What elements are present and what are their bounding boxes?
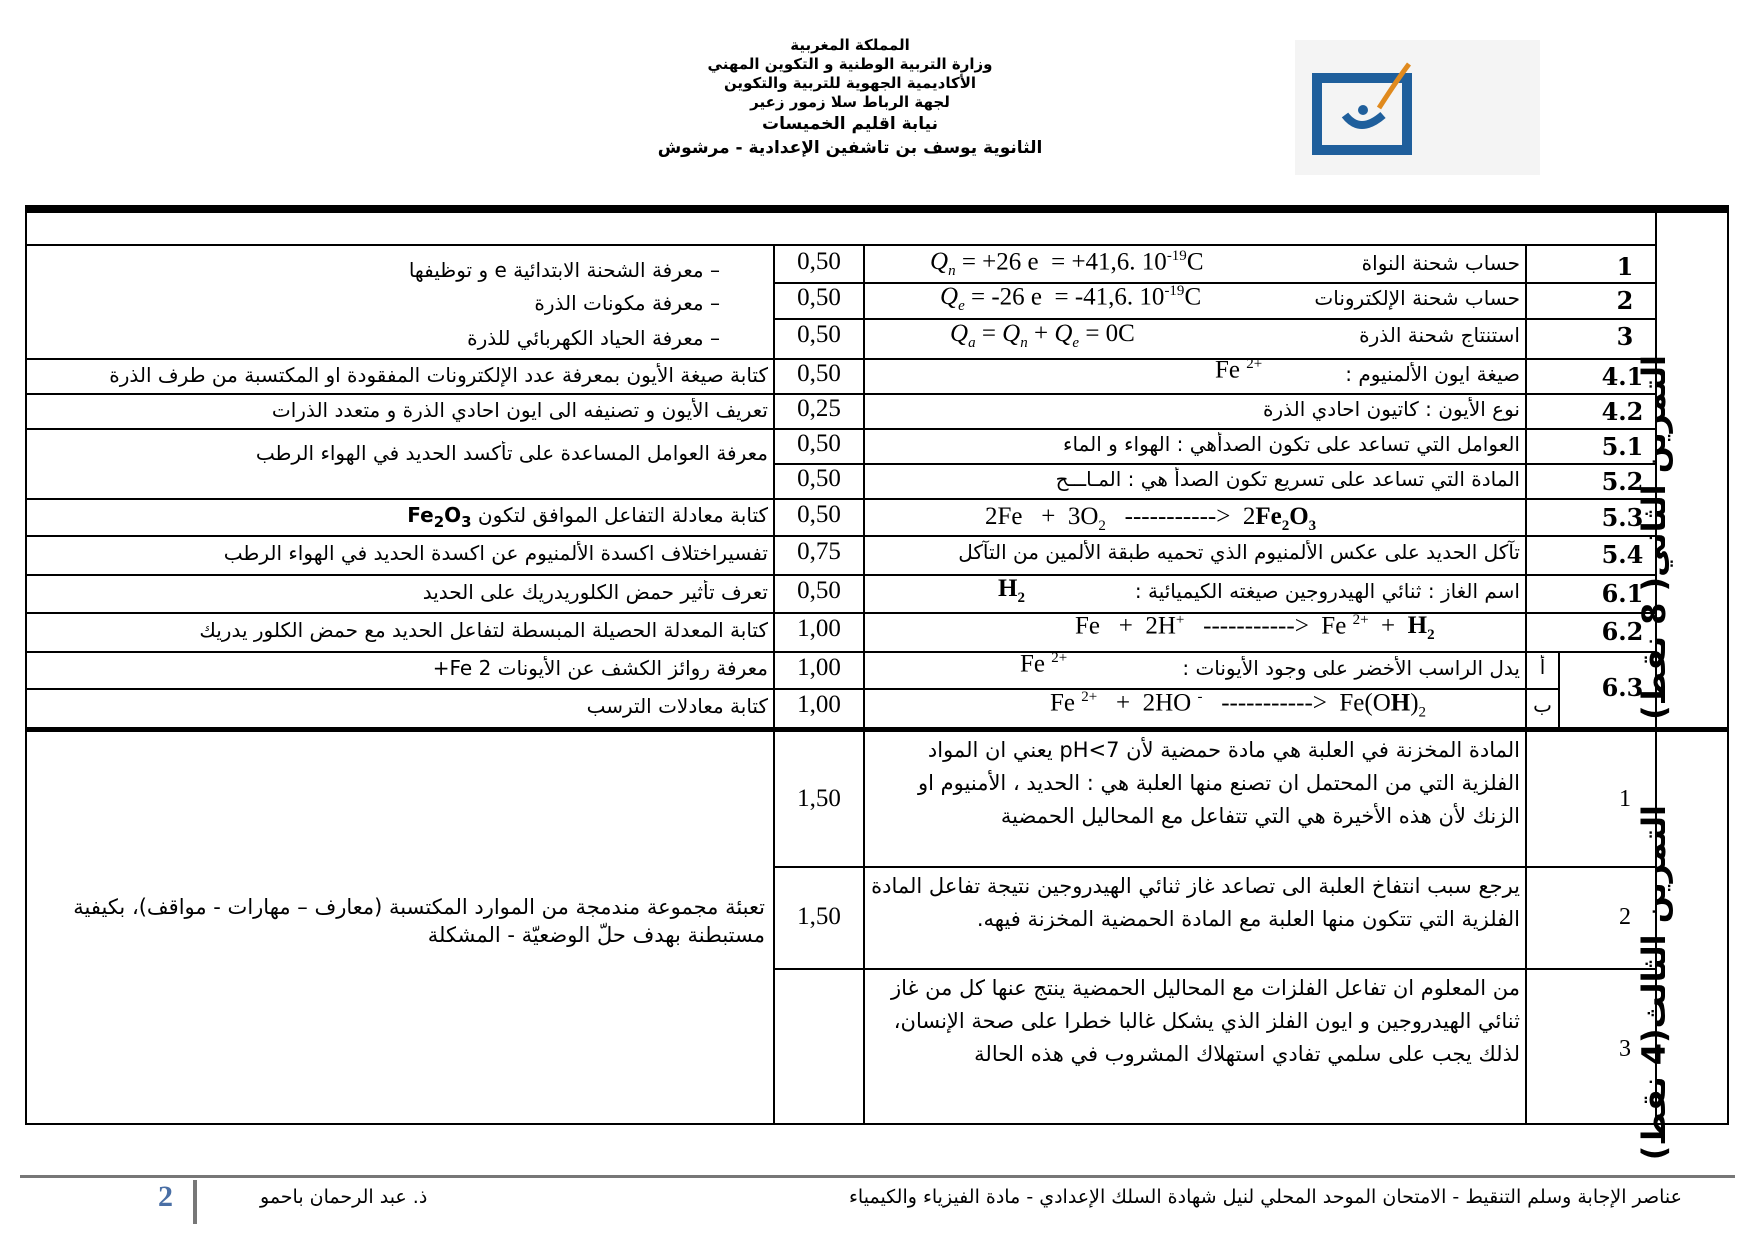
col-line-score-right [863,244,865,1125]
col-line-sub [1558,651,1560,727]
q-num: 5.3 [1601,503,1644,532]
answer-formula: $H_2$ [998,575,1025,606]
answer-formula: Fe $^{2+}$ + 2HO - -----------> $Fe(OH)_2$ [1050,689,1427,721]
header-academy: الأكاديمية الجهوية للتربية والتكوين [723,74,977,92]
footer-title: عناصر الإجابة وسلم التنقيط - الامتحان الموحد المحلي لنيل شهادة السلك الإعدادي - مادة الفيزياء والكيمياء [849,1186,1682,1208]
answer-formula: Fe $^{2+}$ [1215,356,1263,384]
q-num: 2 [1619,904,1631,930]
answer-formula: $Q_e = -26$ e = -41,6. $10^{-19}C$ [940,283,1202,315]
header-delegation: نيابة اقليم الخميسات [762,114,938,134]
question-text: يدل الراسب الأخضر على وجود الأيونات : [1182,656,1520,680]
q-num: 1 [1619,786,1631,812]
score: 0,50 [797,501,841,528]
competence-item: – معرفة مكونات الذرة [534,291,720,315]
score: 0,25 [797,395,841,422]
answer-formula: Fe $^{2+}$ [1020,650,1068,678]
row-line [25,574,1655,576]
answer-paragraph: المادة المخزنة في العلبة هي مادة حمضية لأن pH<7 يعني ان المواد الفلزية التي من المحتمل ان تصنع منها العلبة هي : الحديد ، الأمنيوم او الزنك لأن هذه الأخيرة هي التي تتفاعل مع المحاليل الحمضية [918,738,1520,828]
q-num: 5.4 [1601,540,1644,569]
score: 0,75 [797,538,841,565]
score: 1,00 [797,654,841,681]
competence-item: كتابة صيغة الأيون بمعرفة عدد الإلكترونات المفقودة او المكتسبة من طرف الذرة [109,363,768,387]
header-school: الثانوية يوسف بن تاشفين الإعدادية - مرشوش [657,138,1043,158]
row-line [25,535,1655,537]
footer-divider [20,1175,1735,1178]
q-num: 1 [1616,252,1634,281]
question-text: استنتاج شحنة الذرة [1359,323,1520,347]
logo-icon [1305,60,1415,160]
answer-formula: $2Fe + 3O_2$ -----------> $2Fe_2O_3$ [985,503,1317,534]
score: 0,50 [797,465,841,492]
exercise2-title: التمرين الثاني( 8 نقط) [1635,355,1673,720]
score: 0,50 [797,284,841,311]
ministry-logo [1295,40,1540,175]
score: 0,50 [797,430,841,457]
score: 0,50 [797,577,841,604]
footer-author: ذ. عبد الرحمان باحمو [260,1186,428,1208]
q-num: 3 [1616,322,1634,351]
competence-item: – معرفة الشحنة الابتدائية e و توظيفها [408,258,720,282]
question-text: تآكل الحديد على عكس الألمنيوم الذي تحميه طبقة الألمين من التآكل [958,540,1520,564]
row-line [773,866,1655,868]
q-num: 4.2 [1601,397,1644,426]
school-header [560,36,1140,160]
row-line [25,651,1655,653]
row-line [25,244,1655,246]
q-num: 6.3 [1601,673,1644,702]
score: 1,00 [797,615,841,642]
header-kingdom: المملكة المغربية [790,36,910,54]
answer-formula: $Q_n = +26$ e = +41,6. $10^{-19}C$ [930,248,1204,280]
exercise3-title: التمرين الثالث(4 نقط) [1635,805,1673,1161]
page-number: 2 [158,1180,173,1213]
q-num: 3 [1619,1036,1631,1062]
answer-formula: Fe + 2H+ -----------> Fe $^{2+} + H_2$ [1075,612,1435,644]
header-ministry: وزارة التربية الوطنية و التكوين المهني [707,55,993,73]
q-num: 5.2 [1601,467,1644,496]
score: 1,50 [797,903,841,930]
competence-item: – معرفة الحياد الكهربائي للذرة [467,326,720,350]
question-text: اسم الغاز : ثنائي الهيدروجين صيغته الكيميائية : [1134,579,1520,603]
q-sub: ب [1533,693,1552,717]
score: 0,50 [797,248,841,275]
question-text: المادة التي تساعد على تسريع تكون الصدأ هي : المـاـــح [1055,467,1520,491]
row-line [773,463,1655,465]
competence-item: كتابة معادلات الترسب [586,694,768,718]
competence-item: تفسيراختلاف اكسدة الألمنيوم عن اكسدة الحديد في الهواء الرطب [223,541,768,565]
competence-item: كتابة معادلة التفاعل الموافق لتكون $Fe_2O_3$ [407,503,768,531]
exercise-divider [25,727,1729,732]
score: 1,50 [797,785,841,812]
question-text: نوع الأيون : كاتيون احادي الذرة [1262,397,1520,421]
competence-item: معرفة روائز الكشف عن الأيونات Fe 2+ [432,656,768,680]
score: 0,50 [797,360,841,387]
row-line [773,968,1655,970]
competence-item: كتابة المعدلة الحصيلة المبسطة لتفاعل الحديد مع حمض الكلور يدريك [199,618,768,642]
competence-item: تعبئة مجموعة مندمجة من الموارد المكتسبة (معارف – مهارات - مواقف)، بكيفية مستبطنة بهدف حلّ الوضعيّة - المشكلة [73,895,765,947]
score: 1,00 [797,691,841,718]
question-text: حساب شحنة النواة [1361,251,1520,275]
q-num: 4.1 [1601,362,1644,391]
answer-formula: $Q_a = Q_n + Q_e = 0C$ [950,320,1135,351]
answer-paragraph: يرجع سبب انتفاخ العلبة الى تصاعد غاز ثنائي الهيدروجين نتيجة تفاعل المادة الفلزية التي تتكون منها العلبة مع المادة الحمضية المخزنة فيهه. [871,874,1520,931]
question-text: العوامل التي تساعد على تكون الصدأهي : الهواء و الماء [1063,432,1520,456]
q-num: 6.1 [1601,579,1644,608]
competence-item: تعرف تأثير حمض الكلوريدريك على الحديد [422,580,768,604]
question-text: صيغة ايون الألمنيوم : [1345,362,1520,386]
q-num: 6.2 [1601,617,1644,646]
q-sub: أ [1539,655,1546,679]
question-text: حساب شحنة الإلكترونات [1314,286,1520,310]
competence-item: تعريف الأيون و تصنيفه الى ايون احادي الذرة و متعدد الذرات [271,398,768,422]
row-line [25,498,1655,500]
competence-item: معرفة العوامل المساعدة على تأكسد الحديد في الهواء الرطب [255,441,768,465]
q-num: 2 [1616,286,1634,315]
score: 0,50 [797,321,841,348]
col-line-num [1525,244,1527,1125]
answer-paragraph: من المعلوم ان تفاعل الفلزات مع المحاليل الحمضية ينتج عنها كل من غاز ثنائي الهيدروجين و ايون الفلز الذي يشكل غالبا خطرا على صحة الإنسان، لذلك يجب على سلمي تفادي استهلاك المشروب في هذه الحالة [890,976,1520,1066]
header-region: لجهة الرباط سلا زمور زعير [750,93,950,111]
q-num: 5.1 [1601,432,1644,461]
